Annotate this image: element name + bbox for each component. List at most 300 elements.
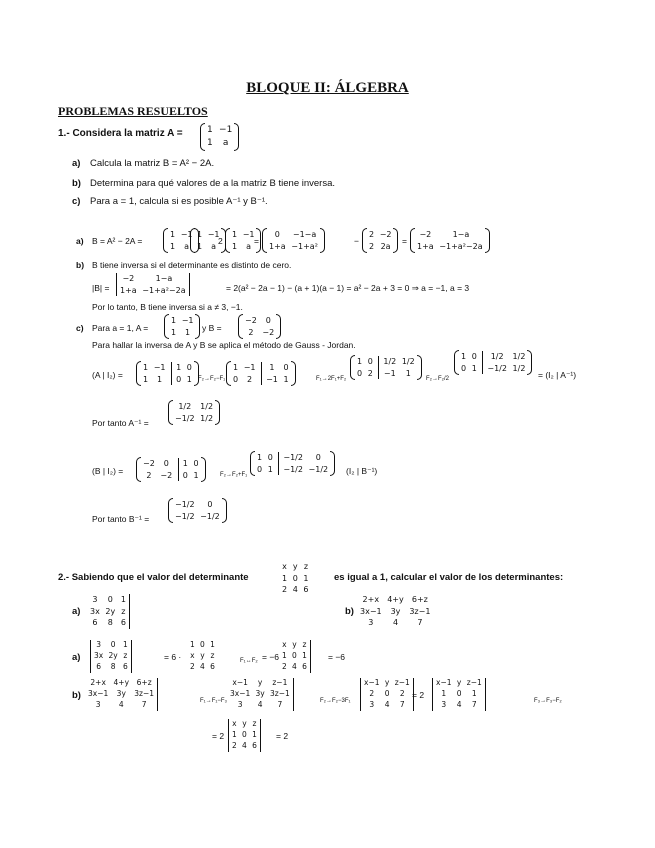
matrix-cell: 3z−1 xyxy=(134,688,155,698)
matrix-cell: −1/2 xyxy=(278,452,303,464)
matrix-cell: 0 xyxy=(233,374,239,384)
matrix-cell: z xyxy=(302,640,307,649)
baug-matrix-1 xyxy=(136,457,206,482)
matrix-delimiter-left xyxy=(432,678,433,711)
matrix-delimiter-left xyxy=(200,123,205,151)
matrix-cell: 0 xyxy=(292,650,297,660)
sol-a-lhs: B = A² − 2A = xyxy=(92,236,143,246)
part-c-text: Para a = 1, calcula si es posible A⁻¹ y B⁻¹. xyxy=(90,196,268,207)
matrix-delimiter-left xyxy=(168,498,173,523)
matrix-cell: 1 xyxy=(157,374,163,384)
aug-op-1: F₂→F₂−F₁ xyxy=(198,376,226,382)
matrix-delimiter-right xyxy=(293,678,294,711)
matrix-cell: 1 xyxy=(283,374,289,384)
part-c-label: c) xyxy=(72,196,81,207)
matrix-cell: 2 xyxy=(282,661,287,671)
baug-matrix-2 xyxy=(250,451,335,476)
matrix-cell: 2 xyxy=(247,374,253,384)
sol-c-text-y: y B = xyxy=(202,323,222,333)
matrix-cell: 3z−1 xyxy=(409,606,431,616)
matrix-cell: y xyxy=(292,562,298,571)
matrix-delimiter-right xyxy=(131,640,132,673)
matrix-delimiter-left xyxy=(226,361,231,386)
matrix-cell: 1 xyxy=(261,362,278,374)
matrix-cell: 1 xyxy=(171,327,177,337)
matrix-delimiter-left xyxy=(164,314,169,339)
matrix-delimiter-right xyxy=(194,361,199,386)
matrix-cell: 1 xyxy=(441,688,447,698)
matrix-cell: −2 xyxy=(245,316,257,325)
p2-det-b xyxy=(360,594,430,629)
matrix-cell: 1 xyxy=(207,125,213,135)
matrix-cell: x xyxy=(232,719,237,728)
matrix-cell: 1 xyxy=(178,458,188,470)
matrix-delimiter-right xyxy=(276,314,281,339)
matrix-cell: −2 xyxy=(379,230,392,239)
matrix-cell: 1/2 xyxy=(178,402,192,411)
matrix-cell: 1 xyxy=(282,573,288,583)
aug-op-2: F₁→2F₁+F₂ xyxy=(316,376,347,382)
matrix-cell: 6 xyxy=(92,618,98,628)
matrix-cell: 2 xyxy=(369,241,375,251)
sol-b-text: B tiene inversa si el determinante es distinto de cero. xyxy=(92,260,292,270)
p2-sol-a-eq1: = 6 · xyxy=(164,652,182,662)
matrix-delimiter-right xyxy=(129,594,130,629)
matrix-cell: y xyxy=(384,678,390,687)
matrix-cell: x−1 xyxy=(364,678,380,687)
matrix-cell: −1 xyxy=(181,316,194,325)
aug-op-3: F₂→F₂/2 xyxy=(426,376,449,382)
matrix-cell: z xyxy=(210,650,215,660)
matrix-cell: 2y xyxy=(108,650,118,660)
matrix-cell: 0 xyxy=(171,374,181,386)
matrix-cell: −1+a² xyxy=(291,241,318,251)
matrix-cell: −1 xyxy=(261,374,278,386)
matrix-cell: 1 xyxy=(282,650,287,660)
matrix-cell: 6+z xyxy=(136,678,152,687)
matrix-cell: −1 xyxy=(242,230,255,239)
matrix-cell: −1+a²−2a xyxy=(142,285,186,295)
matrix-cell: 1/2 xyxy=(512,352,526,361)
matrix-cell: −1 xyxy=(219,125,233,135)
sol-b-label: b) xyxy=(76,260,85,270)
matrix-cell: 0 xyxy=(267,453,273,462)
matrix-cell: −1−a xyxy=(292,230,317,239)
matrix-cell: 1 xyxy=(252,729,257,739)
matrix-cell: 0 xyxy=(471,352,477,361)
matrix-cell: 7 xyxy=(471,699,477,709)
matrix-cell: 0 xyxy=(315,453,321,462)
binv-matrix xyxy=(168,498,227,523)
matrix-cell: 3x−1 xyxy=(360,606,382,616)
matrix-cell: 0 xyxy=(163,459,169,468)
matrix-cell: 4 xyxy=(292,661,297,671)
matrix-cell: 0 xyxy=(384,688,390,698)
sol-a-m4 xyxy=(262,228,325,253)
matrix-cell: 2+x xyxy=(362,595,380,604)
p2-sol-a-label: a) xyxy=(72,652,81,663)
matrix-cell: 2 xyxy=(369,688,375,698)
matrix-delimiter-right xyxy=(485,228,490,253)
matrix-cell: −1/2 xyxy=(200,511,220,521)
matrix-cell: 1 xyxy=(197,230,203,239)
matrix-cell: x−1 xyxy=(436,678,452,687)
matrix-cell: 4+y xyxy=(113,678,130,687)
p2-sol-b-final-rhs: = 2 xyxy=(276,731,289,741)
matrix-delimiter-right xyxy=(393,228,398,253)
matrix-cell: 1 xyxy=(186,374,192,384)
sol-a-label: a) xyxy=(76,236,84,246)
matrix-cell: 7 xyxy=(277,699,283,709)
p2-sol-b-op-2: F₂→F₂−3F₁ xyxy=(320,698,351,704)
matrix-cell: 4 xyxy=(392,618,399,628)
p2-sol-b-eq: = 2 xyxy=(412,690,425,700)
matrix-delimiter-left xyxy=(362,228,367,253)
matrix-cell: −1/2 xyxy=(308,464,329,474)
matrix-cell: 1 xyxy=(461,352,467,361)
matrix-cell: 8 xyxy=(107,618,113,628)
matrix-cell: 6 xyxy=(252,740,257,750)
p2-sol-b-det-3 xyxy=(360,678,414,711)
matrix-cell: −2 xyxy=(122,274,135,283)
matrix-cell: a xyxy=(211,241,217,251)
matrix-delimiter-left xyxy=(136,457,141,482)
matrix-cell: −2 xyxy=(143,459,155,468)
matrix-cell: 4 xyxy=(118,699,124,709)
p2-part-a-label: a) xyxy=(72,606,81,617)
p2-sol-b-det-5 xyxy=(228,719,261,752)
matrix-cell: −1 xyxy=(243,363,256,372)
matrix-cell: 0 xyxy=(193,459,199,468)
baug-label: (B | I₂) = xyxy=(92,466,124,476)
sol-a-m5 xyxy=(362,228,398,253)
matrix-cell: 0 xyxy=(110,640,116,649)
matrix-delimiter-left xyxy=(190,228,195,253)
p2-sol-a-op: F₁↔F₂ xyxy=(240,658,258,664)
matrix-cell: 0 xyxy=(186,363,192,372)
matrix-cell: 3 xyxy=(96,640,101,649)
matrix-cell: 0 xyxy=(292,573,298,583)
matrix-cell: −1/2 xyxy=(482,363,507,375)
matrix-cell: 1/2 xyxy=(401,357,415,366)
matrix-cell: 1 xyxy=(471,363,477,373)
matrix-cell: x−1 xyxy=(232,678,248,687)
matrix-cell: 2 xyxy=(248,327,254,337)
matrix-cell: −2 xyxy=(262,327,275,337)
sol-a-two: 2 xyxy=(218,236,223,246)
ainv-matrix xyxy=(168,400,220,425)
matrix-cell: 3 xyxy=(237,699,243,709)
matrix-cell: 0 xyxy=(265,316,271,325)
sol-a-eq: = xyxy=(254,236,259,246)
matrix-cell: y xyxy=(200,650,205,660)
matrix-cell: 1 xyxy=(122,640,128,649)
matrix-cell: 0 xyxy=(107,595,113,604)
matrix-cell: 1/2 xyxy=(378,356,396,368)
p2-sol-b-final-lhs: = 2 xyxy=(212,731,225,741)
matrix-delimiter-left xyxy=(225,228,230,253)
matrix-cell: 1 xyxy=(210,640,215,649)
matrix-cell: 1 xyxy=(120,595,126,604)
matrix-delimiter-left xyxy=(136,361,141,386)
sol-a-minus: − xyxy=(354,236,359,246)
problem-2-statement-a: 2.- Sabiendo que el valor del determinante xyxy=(58,572,249,583)
matrix-delimiter-right xyxy=(260,719,261,752)
matrix-cell: x xyxy=(282,640,287,649)
matrix-cell: 6 xyxy=(210,661,215,671)
matrix-cell: −1 xyxy=(207,230,220,239)
matrix-cell: 1 xyxy=(170,241,176,251)
matrix-cell: z−1 xyxy=(272,678,288,687)
matrix-cell: −1 xyxy=(180,230,193,239)
aug-matrix-4 xyxy=(454,350,532,375)
matrix-cell: 3y xyxy=(390,606,401,616)
binv-label: Por tanto B⁻¹ = xyxy=(92,514,150,524)
matrix-cell: 0 xyxy=(200,640,205,649)
matrix-cell: 2+x xyxy=(90,678,106,687)
matrix-cell: 3z−1 xyxy=(270,688,290,698)
sol-c-label: c) xyxy=(76,323,84,333)
aug-matrix-1 xyxy=(136,361,199,386)
matrix-cell: 7 xyxy=(417,618,423,628)
matrix-cell: 4 xyxy=(257,699,263,709)
matrix-cell: 1+a xyxy=(120,285,137,295)
matrix-cell: 0 xyxy=(367,357,373,366)
matrix-delimiter-right xyxy=(320,228,325,253)
matrix-cell: 1 xyxy=(171,316,177,325)
matrix-cell: 1 xyxy=(357,357,363,366)
matrix-cell: 0 xyxy=(178,470,188,482)
p2-sol-a-result: = −6 xyxy=(328,652,346,662)
matrix-delimiter-right xyxy=(195,314,200,339)
matrix-cell: −1+a²−2a xyxy=(439,241,483,251)
matrix-cell: 1 xyxy=(232,230,238,239)
matrix-cell: 1 xyxy=(143,374,149,384)
matrix-cell: 2 xyxy=(369,230,375,239)
matrix-delimiter-right xyxy=(291,361,296,386)
matrix-cell: a xyxy=(246,241,252,251)
matrix-delimiter-left xyxy=(360,678,361,711)
sol-b-det-lhs: |B| = xyxy=(92,283,110,293)
matrix-delimiter-right xyxy=(234,123,239,151)
matrix-cell: 0 xyxy=(461,363,467,373)
matrix-cell: 1/2 xyxy=(200,402,214,411)
matrix-delimiter-left xyxy=(250,451,255,476)
matrix-cell: −1/2 xyxy=(278,464,303,476)
matrix-delimiter-right xyxy=(527,350,532,375)
matrix-cell: y xyxy=(292,640,297,649)
matrix-cell: a xyxy=(184,241,190,251)
matrix-cell: 6 xyxy=(302,661,307,671)
matrix-cell: 2 xyxy=(399,688,405,698)
matrix-cell: z−1 xyxy=(466,678,482,687)
matrix-cell: 1−a xyxy=(155,274,173,283)
matrix-cell: 1 xyxy=(232,241,238,251)
matrix-delimiter-right xyxy=(215,400,220,425)
section-subtitle: PROBLEMAS RESUELTOS xyxy=(58,104,208,118)
matrix-cell: 4 xyxy=(292,585,298,595)
p2-sol-b-det-1 xyxy=(88,678,158,711)
matrix-cell: z xyxy=(121,606,126,616)
matrix-cell: −2 xyxy=(419,230,432,239)
matrix-cell: 4 xyxy=(200,661,205,671)
matrix-cell: 0 xyxy=(257,464,263,474)
p2-det-a xyxy=(90,594,130,629)
matrix-cell: 0 xyxy=(283,363,289,372)
matrix-cell: 1 xyxy=(193,470,199,480)
matrix-a xyxy=(200,123,239,151)
matrix-cell: 1/2 xyxy=(200,413,214,423)
matrix-cell: 2 xyxy=(146,470,152,480)
matrix-cell: 1 xyxy=(302,650,307,660)
p2-sol-a-det-3 xyxy=(282,640,311,673)
matrix-cell: y xyxy=(257,678,263,687)
matrix-cell: 1 xyxy=(267,464,273,474)
matrix-cell: 3x xyxy=(90,606,100,616)
matrix-cell: 6 xyxy=(303,585,309,595)
ainv-label: Por tanto A⁻¹ = xyxy=(92,418,149,428)
matrix-cell: −2 xyxy=(160,470,173,480)
matrix-cell: −1/2 xyxy=(175,500,195,509)
matrix-cell: 1 xyxy=(257,453,263,462)
matrix-cell: 3 xyxy=(368,618,374,628)
matrix-cell: 3x xyxy=(94,650,104,660)
matrix-delimiter-right xyxy=(310,640,311,673)
matrix-cell: 1−a xyxy=(452,230,470,239)
sol-a-m6 xyxy=(410,228,490,253)
sol-c-text-a: Para a = 1, A = xyxy=(92,323,149,333)
matrix-cell: 1 xyxy=(185,327,191,337)
matrix-cell: 4+y xyxy=(387,595,404,604)
p2-sol-b-op-3: F₃→F₃−F₂ xyxy=(534,698,562,704)
part-b-label: b) xyxy=(72,178,81,189)
matrix-cell: 7 xyxy=(141,699,147,709)
matrix-cell: −1 xyxy=(378,368,396,380)
matrix-cell: 1/2 xyxy=(512,363,526,373)
p2-sol-b-label: b) xyxy=(72,690,81,701)
p2-sol-b-det-2 xyxy=(230,678,294,711)
matrix-cell: 0 xyxy=(357,368,363,378)
p2-part-b-label: b) xyxy=(345,606,354,617)
sol-a-eq2: = xyxy=(402,236,407,246)
matrix-cell: z xyxy=(303,562,309,571)
matrix-cell: x xyxy=(282,562,287,571)
baug-result: (I₂ | B⁻¹) xyxy=(346,466,378,476)
problem-2-statement-b: es igual a 1, calcular el valor de los determinantes: xyxy=(334,572,564,583)
matrix-cell: 2 xyxy=(367,368,373,378)
matrix-cell: x xyxy=(190,650,195,660)
matrix-delimiter-right xyxy=(417,355,422,380)
matrix-cell: 1/2 xyxy=(482,351,507,363)
matrix-cell: 3 xyxy=(369,699,375,709)
sol-c-matrix-a xyxy=(164,314,200,339)
matrix-delimiter-left xyxy=(262,228,267,253)
matrix-cell: 0 xyxy=(456,688,462,698)
matrix-cell: 1 xyxy=(471,688,477,698)
matrix-delimiter-right xyxy=(157,678,158,711)
matrix-delimiter-left xyxy=(90,640,91,673)
sol-c-matrix-b xyxy=(238,314,281,339)
sol-b-det xyxy=(116,273,190,296)
matrix-cell: 1 xyxy=(171,362,181,374)
matrix-cell: 1 xyxy=(232,729,237,739)
sol-c-method: Para hallar la inversa de A y B se aplica el método de Gauss - Jordan. xyxy=(92,340,356,350)
aug-matrix-3 xyxy=(350,355,422,380)
matrix-cell: 3x−1 xyxy=(88,688,109,698)
matrix-cell: −1/2 xyxy=(175,511,195,521)
matrix-cell: 1+a xyxy=(417,241,434,251)
matrix-cell: 3y xyxy=(255,688,265,698)
matrix-cell: 6+z xyxy=(411,595,428,604)
matrix-delimiter-left xyxy=(238,314,243,339)
p2-sol-b-det-4 xyxy=(432,678,486,711)
sol-b-eq-line: = 2(a² − 2a − 1) − (a + 1)(a − 1) = a² − 2a + 3 = 0 ⇒ a = −1, a = 3 xyxy=(226,283,470,293)
matrix-cell: 2 xyxy=(190,661,195,671)
aug-result: = (I₂ | A⁻¹) xyxy=(538,370,577,380)
matrix-delimiter-right xyxy=(201,457,206,482)
matrix-cell: 3x−1 xyxy=(230,688,251,698)
matrix-cell: 0 xyxy=(242,729,247,739)
matrix-delimiter-right xyxy=(189,273,190,296)
matrix-cell: y xyxy=(242,719,247,728)
p2-sol-a-det-2 xyxy=(190,640,215,673)
matrix-cell: 3 xyxy=(95,699,101,709)
p2-sol-a-det-1 xyxy=(90,640,132,673)
baug-op: F₂→F₂+F₁ xyxy=(220,472,248,478)
matrix-delimiter-left xyxy=(116,273,117,296)
aug-matrix-2 xyxy=(226,361,296,386)
matrix-delimiter-left xyxy=(168,400,173,425)
matrix-cell: 1 xyxy=(197,241,203,251)
matrix-delimiter-left xyxy=(350,355,355,380)
matrix-cell: 1 xyxy=(233,363,239,372)
matrix-cell: 0 xyxy=(207,500,213,509)
p2-sol-b-op-1: F₁→F₁−F₃ xyxy=(200,698,227,704)
matrix-cell: 4 xyxy=(242,740,247,750)
matrix-cell: z xyxy=(123,650,128,660)
aug-label: (A | I₂) = xyxy=(92,370,123,380)
part-a-label: a) xyxy=(72,158,81,169)
matrix-delimiter-left xyxy=(454,350,459,375)
matrix-cell: 3 xyxy=(441,699,447,709)
page-title: BLOQUE II: ÁLGEBRA xyxy=(246,80,409,96)
matrix-cell: 2 xyxy=(232,740,237,750)
matrix-cell: 6 xyxy=(122,661,128,671)
matrix-cell: a xyxy=(222,138,229,149)
matrix-cell: 1 xyxy=(405,368,411,378)
matrix-cell: 4 xyxy=(384,699,390,709)
matrix-cell: 2 xyxy=(282,585,288,595)
sol-b-conclusion: Por lo tanto, B tiene inversa si a ≠ 3, −1. xyxy=(92,302,243,312)
matrix-cell: 1 xyxy=(207,138,213,149)
matrix-cell: 4 xyxy=(456,699,462,709)
matrix-cell: 3y xyxy=(116,688,126,698)
matrix-delimiter-right xyxy=(330,451,335,476)
problem-2-det xyxy=(282,561,308,596)
part-a-text: Calcula la matriz B = A² − 2A. xyxy=(90,158,215,169)
matrix-delimiter-left xyxy=(410,228,415,253)
matrix-cell: −1/2 xyxy=(175,413,195,423)
matrix-cell: 2a xyxy=(380,241,391,251)
matrix-cell: 1 xyxy=(143,363,149,372)
matrix-cell: 1+a xyxy=(269,241,286,251)
matrix-cell: 2y xyxy=(105,606,116,616)
matrix-cell: 8 xyxy=(110,661,116,671)
problem-1-statement: 1.- Considera la matriz A = xyxy=(58,128,183,139)
matrix-cell: y xyxy=(456,678,462,687)
matrix-cell: 6 xyxy=(96,661,101,671)
matrix-cell: 6 xyxy=(120,618,126,628)
